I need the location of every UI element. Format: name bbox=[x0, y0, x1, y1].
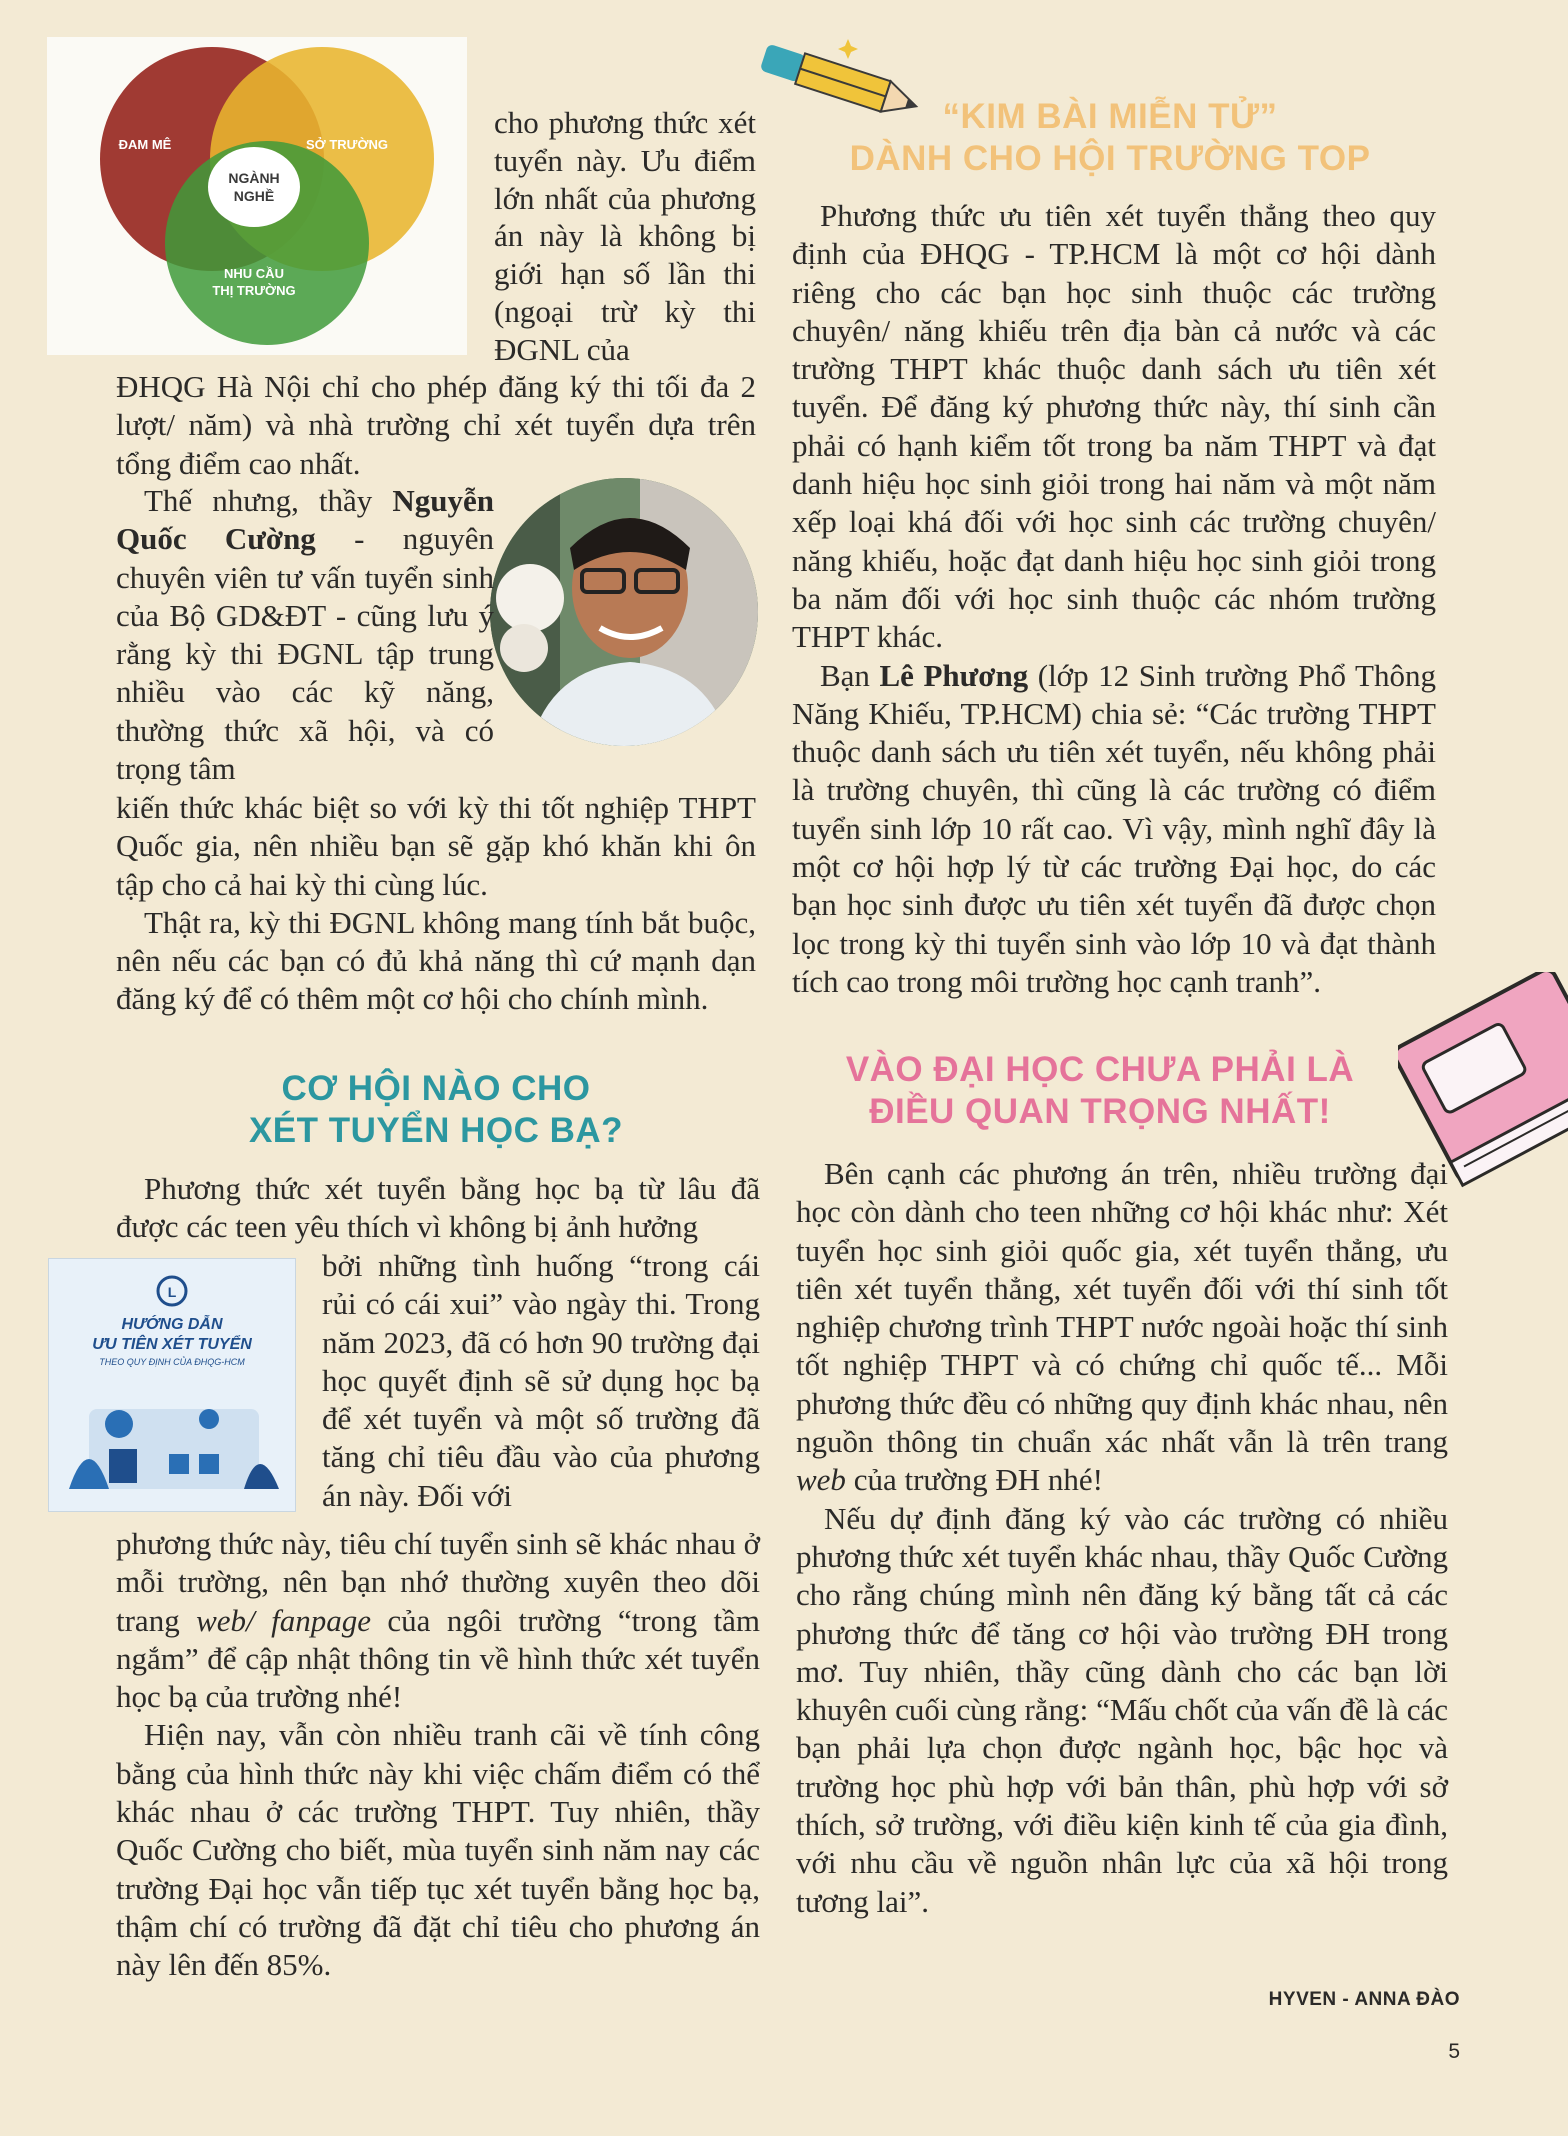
intro-text-beside-venn bbox=[494, 104, 756, 369]
admission-guide-flyer-image bbox=[48, 1258, 296, 1512]
right-column-bottom-text bbox=[796, 1155, 1448, 1921]
heading-kim-bai-line2: DÀNH CHO HỘI TRƯỜNG TOP bbox=[849, 139, 1371, 178]
teacher-paragraph-beside-photo bbox=[116, 482, 494, 788]
venn-right-label: SỞ TRƯỜNG bbox=[305, 137, 389, 152]
web-italic: web bbox=[796, 1462, 846, 1498]
heading-vao-dai-hoc-line2: ĐIỀU QUAN TRỌNG NHẤT! bbox=[869, 1092, 1331, 1131]
section-heading-line1: CƠ HỘI NÀO CHO bbox=[281, 1069, 591, 1108]
teacher-name: Nguyễn Quốc Cường bbox=[116, 483, 494, 557]
other-methods-text-a: Bên cạnh các phương án trên, nhiều trường đại học còn dành cho teen những cơ hội khác như: Xét tuyển học sinh giỏi quốc gia, xét tuyển thẳng, ưu tiên xét tuyển thẳng, xét tuyển đối với thí sinh tốt nghiệp chương trình THPT nước ngoài hoặc thí sinh tốt nghiệp THPT và có chứng chỉ quốc tế... Mỗi phương thức đều có những quy định khác nhau, nên nguồn thông tin chuẩn xác nhất vẫn là trên trang bbox=[796, 1156, 1448, 1460]
heading-vao-dai-hoc-line1: VÀO ĐẠI HỌC CHƯA PHẢI LÀ bbox=[845, 1050, 1355, 1089]
intro-paragraph-start: cho phương thức xét tuyển này. Ưu điểm lớn nhất của phương án này là không bị giới hạn số lần thi (ngoại trừ kỳ thi ĐGNL của bbox=[494, 105, 756, 367]
student-name: Lê Phương bbox=[879, 657, 1029, 693]
hoc-ba-paragraph-beside-flyer bbox=[322, 1247, 760, 1515]
teacher-paragraph-continued bbox=[116, 789, 756, 1019]
venn-bottom-line2: THỊ TRƯỜNG bbox=[212, 283, 296, 298]
student-quote-body: (lớp 12 Sinh trường Phổ Thông Năng Khiếu, TP.HCM) chia sẻ: “Các trường THPT thuộc danh sách ưu tiên xét tuyển, nếu không phải là trường chuyên, thì cũng là các trường có điểm tuyển sinh lớp 10 rất cao. Vì vậy, mình nghĩ đây là một cơ hội hợp lý từ các trường Đại học, do các bạn học sinh được ưu tiên xét tuyển đã được chọn lọc trong kỳ thi tuyển sinh vào lớp 10 và đạt thành tích cao trong môi trường học cạnh tranh”. bbox=[792, 657, 1436, 999]
flyer-title-line1: HƯỚNG DẪN bbox=[121, 1316, 223, 1333]
web-fanpage-italic: web/ fanpage bbox=[196, 1602, 371, 1638]
flyer-subtitle: THEO QUY ĐỊNH CỦA ĐHQG-HCM bbox=[99, 1357, 245, 1367]
intro-text-continued bbox=[116, 368, 756, 483]
hoc-ba-paragraph-end-a: phương thức này, tiêu chí tuyển sinh sẽ khác nhau ở mỗi trường, nên bạn nhớ thường xuyên theo dõi trang bbox=[116, 1526, 760, 1638]
teacher-paragraph-body: - nguyên chuyên viên tư vấn tuyển sinh của Bộ GD&ĐT - cũng lưu ý rằng kỳ thi ĐGNL tập trung nhiều vào các kỹ năng, thường thức xã hội, và có trọng tâm bbox=[116, 521, 494, 787]
venn-left-label: ĐAM MÊ bbox=[118, 137, 172, 152]
venn-center-line2: NGHỀ bbox=[233, 188, 275, 204]
teacher-portrait-photo bbox=[490, 478, 758, 746]
other-methods-paragraph bbox=[796, 1155, 1448, 1500]
heading-vao-dai-hoc bbox=[820, 1049, 1380, 1133]
teacher-paragraph bbox=[116, 482, 494, 788]
fairness-paragraph: Hiện nay, vẫn còn nhiều tranh cãi về tính công bằng của hình thức này khi việc chấm điểm có thể khác nhau ở các trường THPT. Tuy nhiên, thầy Quốc Cường cho biết, mùa tuyển sinh năm nay các trường Đại học vẫn tiếp tục xét tuyển bằng học bạ, thậm chí có trường đã đặt chỉ tiêu cho phương án này lên đến 85%. bbox=[116, 1717, 760, 1983]
flyer-title-line2: ƯU TIÊN XÉT TUYỂN bbox=[92, 1336, 252, 1353]
teacher-paragraph-prefix: Thế nhưng, thầy bbox=[144, 483, 393, 518]
advice-paragraph: Nếu dự định đăng ký vào các trường có nhiều phương thức xét tuyển khác nhau, thầy Quốc Cường cho rằng chúng mình nên đăng ký bằng tất cả các phương thức để tăng cơ hội vào trường ĐH trong mơ. Tuy nhiên, thầy cũng dành cho các bạn lời khuyên cuối cùng rằng: “Mấu chốt của vấn đề là các bạn phải lựa chọn được ngành học, bậc học và trường học phù hợp với bản thân, phù hợp với sở thích, sở trường, với điều kiện kinh tế của gia đình, với nhu cầu về nguồn nhân lực của xã hội trong tương lai”. bbox=[796, 1500, 1448, 1919]
direct-admission-paragraph: Phương thức ưu tiên xét tuyển thẳng theo quy định của ĐHQG - TP.HCM là một cơ hội dành riêng cho các bạn học sinh thuộc các trường chuyên/ năng khiếu trên địa bàn cả nước và các trường THPT khác thuộc danh sách ưu tiên xét tuyển. Để đăng ký phương thức này, thí sinh cần phải có hạnh kiểm tốt trong ba năm THPT và đạt danh hiệu học sinh giỏi trong hai năm và một năm xếp loại khá đối với học sinh các trường chuyên/ năng khiếu, hoặc đạt danh hiệu học sinh giỏi trong ba năm đối với học sinh thuộc các nhóm trường THPT khác. bbox=[792, 198, 1436, 655]
venn-diagram-image bbox=[47, 37, 467, 355]
hoc-ba-paragraph-end-b: của ngôi trường “trong tầm ngắm” để cập nhật thông tin về hình thức xét tuyển học bạ của trường nhé! bbox=[116, 1602, 760, 1715]
svg-text:L: L bbox=[167, 1284, 177, 1300]
hoc-ba-paragraph-end bbox=[116, 1525, 760, 1716]
heading-kim-bai bbox=[820, 96, 1400, 180]
other-methods-text-b: của trường ĐH nhé! bbox=[845, 1462, 1103, 1498]
intro-paragraph-end: ĐHQG Hà Nội chỉ cho phép đăng ký thi tối đa 2 lượt/ năm) và nhà trường chỉ xét tuyển dựa trên tổng điểm cao nhất. bbox=[116, 369, 756, 481]
venn-bottom-line1: NHU CẦU bbox=[224, 266, 284, 281]
hoc-ba-paragraph-bottom bbox=[116, 1525, 760, 1985]
right-column-top-text bbox=[792, 197, 1436, 1001]
student-quote-prefix: Bạn bbox=[820, 657, 880, 693]
hoc-ba-paragraph-top bbox=[116, 1170, 760, 1247]
section-heading-line2: XÉT TUYỂN HỌC BẠ? bbox=[248, 1111, 624, 1150]
author-byline: HYVEN - ANNA ĐÀO bbox=[1268, 1989, 1460, 2010]
heading-kim-bai-line1: “KIM BÀI MIỄN TỬ” bbox=[942, 97, 1278, 136]
teacher-paragraph-end: kiến thức khác biệt so với kỳ thi tốt nghiệp THPT Quốc gia, nên nhiều bạn sẽ gặp khó khăn khi ôn tập cho cả hai kỳ thi cùng lúc. bbox=[116, 790, 756, 902]
venn-center-line1: NGÀNH bbox=[228, 170, 280, 186]
student-quote-paragraph bbox=[792, 657, 1436, 1002]
hoc-ba-paragraph-middle: bởi những tình huống “trong cái rủi có cái xui” vào ngày thi. Trong năm 2023, đã có hơn 90 trường đại học quyết định sẽ sử dụng học bạ để xét tuyển và một số trường đã tăng chỉ tiêu đầu vào của phương án này. Đối với bbox=[322, 1248, 760, 1513]
dgnl-paragraph: Thật ra, kỳ thi ĐGNL không mang tính bắt buộc, nên nếu các bạn có đủ khả năng thì cứ mạnh dạn đăng ký để có thêm một cơ hội cho chính mình. bbox=[116, 904, 756, 1017]
page-number: 5 bbox=[1448, 2040, 1460, 2063]
section-heading-hoc-ba bbox=[176, 1068, 696, 1152]
hoc-ba-paragraph-start: Phương thức xét tuyển bằng học bạ từ lâu đã được các teen yêu thích vì không bị ảnh hưởng bbox=[116, 1171, 760, 1245]
